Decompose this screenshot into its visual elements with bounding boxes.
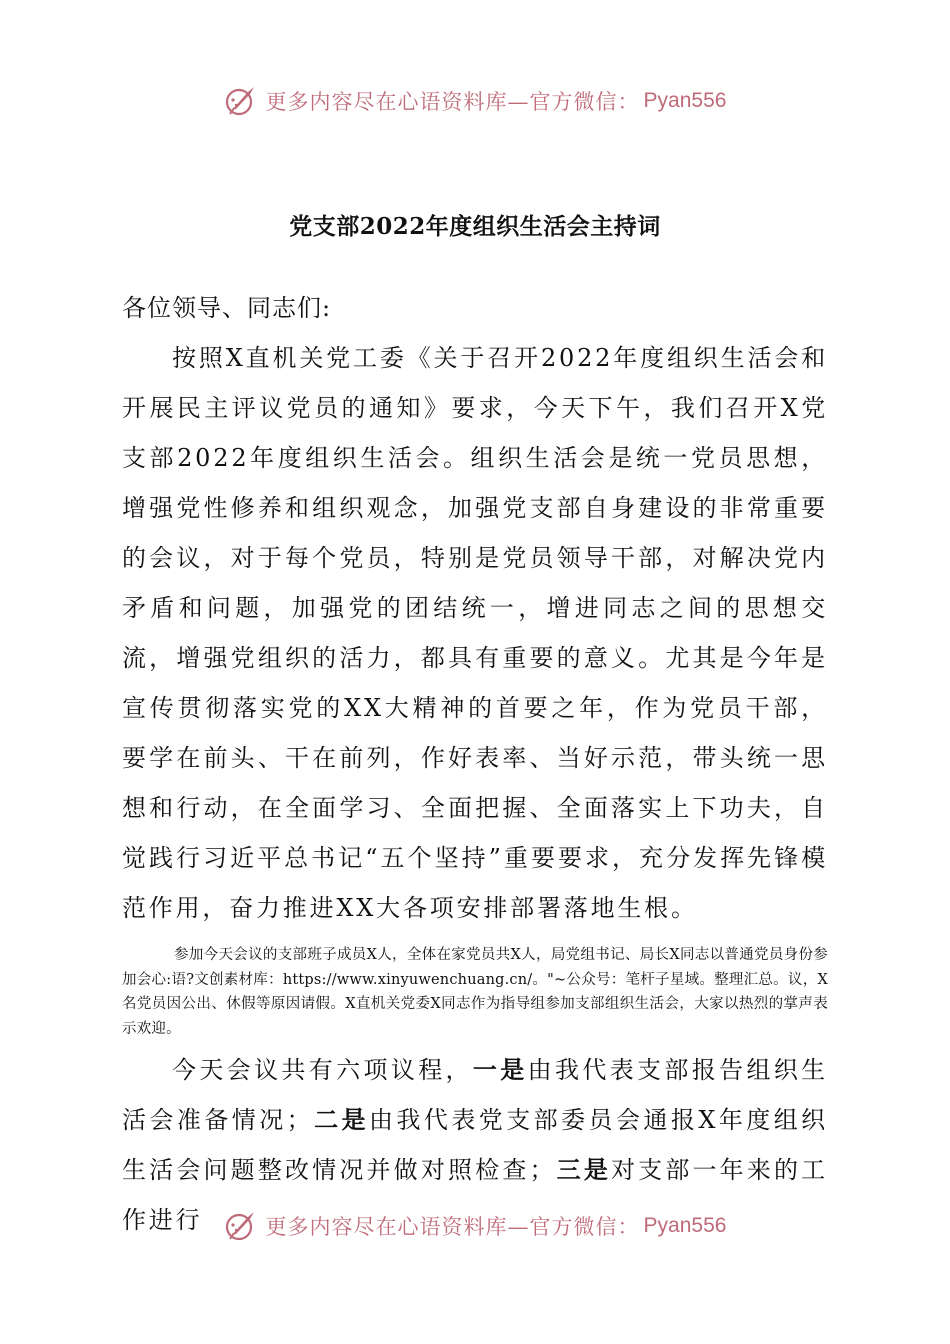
document-body bbox=[122, 283, 828, 1245]
banner-wechat-id: Pyan556 bbox=[643, 1214, 727, 1237]
agenda-item3-label: 三是 bbox=[556, 1155, 612, 1184]
paragraph-intro: 按照X直机关党工委《关于召开2022年度组织生活会和开展民主评议党员的通知》要求，今天下午，我们召开X党支部2022年度组织生活会。组织生活会是统一党员思想，增强党性修养和组织观念，加强党支部自身建设的非常重要的会议，对于每个党员，特别是党员领导干部，对解决党内矛盾和问题，加强党的团结统一，增进同志之间的思想交流，增强党组织的活力，都具有重要的意义。尤其是今年是宣传贯彻落实党的XX大精神的首要之年，作为党员干部，要学在前头、干在前列，作好表率、当好示范，带头统一思想和行动，在全面学习、全面把握、全面落实上下功夫，自觉践行习近平总书记“五个坚持”重要要求，充分发挥先锋模范作用，奋力推进XX大各项安排部署落地生根。 bbox=[122, 344, 828, 922]
banner-wechat-id: Pyan556 bbox=[643, 89, 727, 112]
salutation: 各位领导、同志们: bbox=[122, 294, 332, 322]
banner-text: 更多内容尽在心语资料库—官方微信： bbox=[265, 1215, 640, 1239]
paragraph-attendance: 参加今天会议的支部班子成员X人，全体在家党员共X人，局党组书记、局长X同志以普通党员身份参加会心:语?文创素材库：https://www.xinyuwenchuang.cn/。"~公众号：笔杆子星域。整理汇总。议，X名党员因公出、休假等原因请假。X直机关党委X同志作为指导组参加支部组织生活会，大家以热烈的掌声表示欢迎。 bbox=[122, 947, 828, 1037]
agenda-item2-label: 二是 bbox=[313, 1105, 369, 1134]
document-title: 党支部2022年度组织生活会主持词 bbox=[289, 213, 661, 240]
agenda-item2-text: 由我代表党支部委员会通报X年度组织生活会问题整改情况并做对照检查； bbox=[122, 1106, 828, 1184]
quill-pen-circle-icon bbox=[224, 84, 258, 118]
quill-pen-circle-icon bbox=[224, 1209, 258, 1243]
header-banner bbox=[0, 84, 950, 118]
agenda-item3-text: 对支部一年来的工作进行 bbox=[122, 1156, 828, 1234]
agenda-item1-text: 由我代表支部报告组织生活会准备情况； bbox=[122, 1056, 828, 1134]
footer-banner bbox=[0, 1209, 950, 1243]
agenda-item1-label: 一是 bbox=[472, 1055, 528, 1084]
agenda-intro: 今天会议共有六项议程， bbox=[172, 1056, 473, 1084]
banner-text: 更多内容尽在心语资料库—官方微信： bbox=[265, 90, 640, 114]
